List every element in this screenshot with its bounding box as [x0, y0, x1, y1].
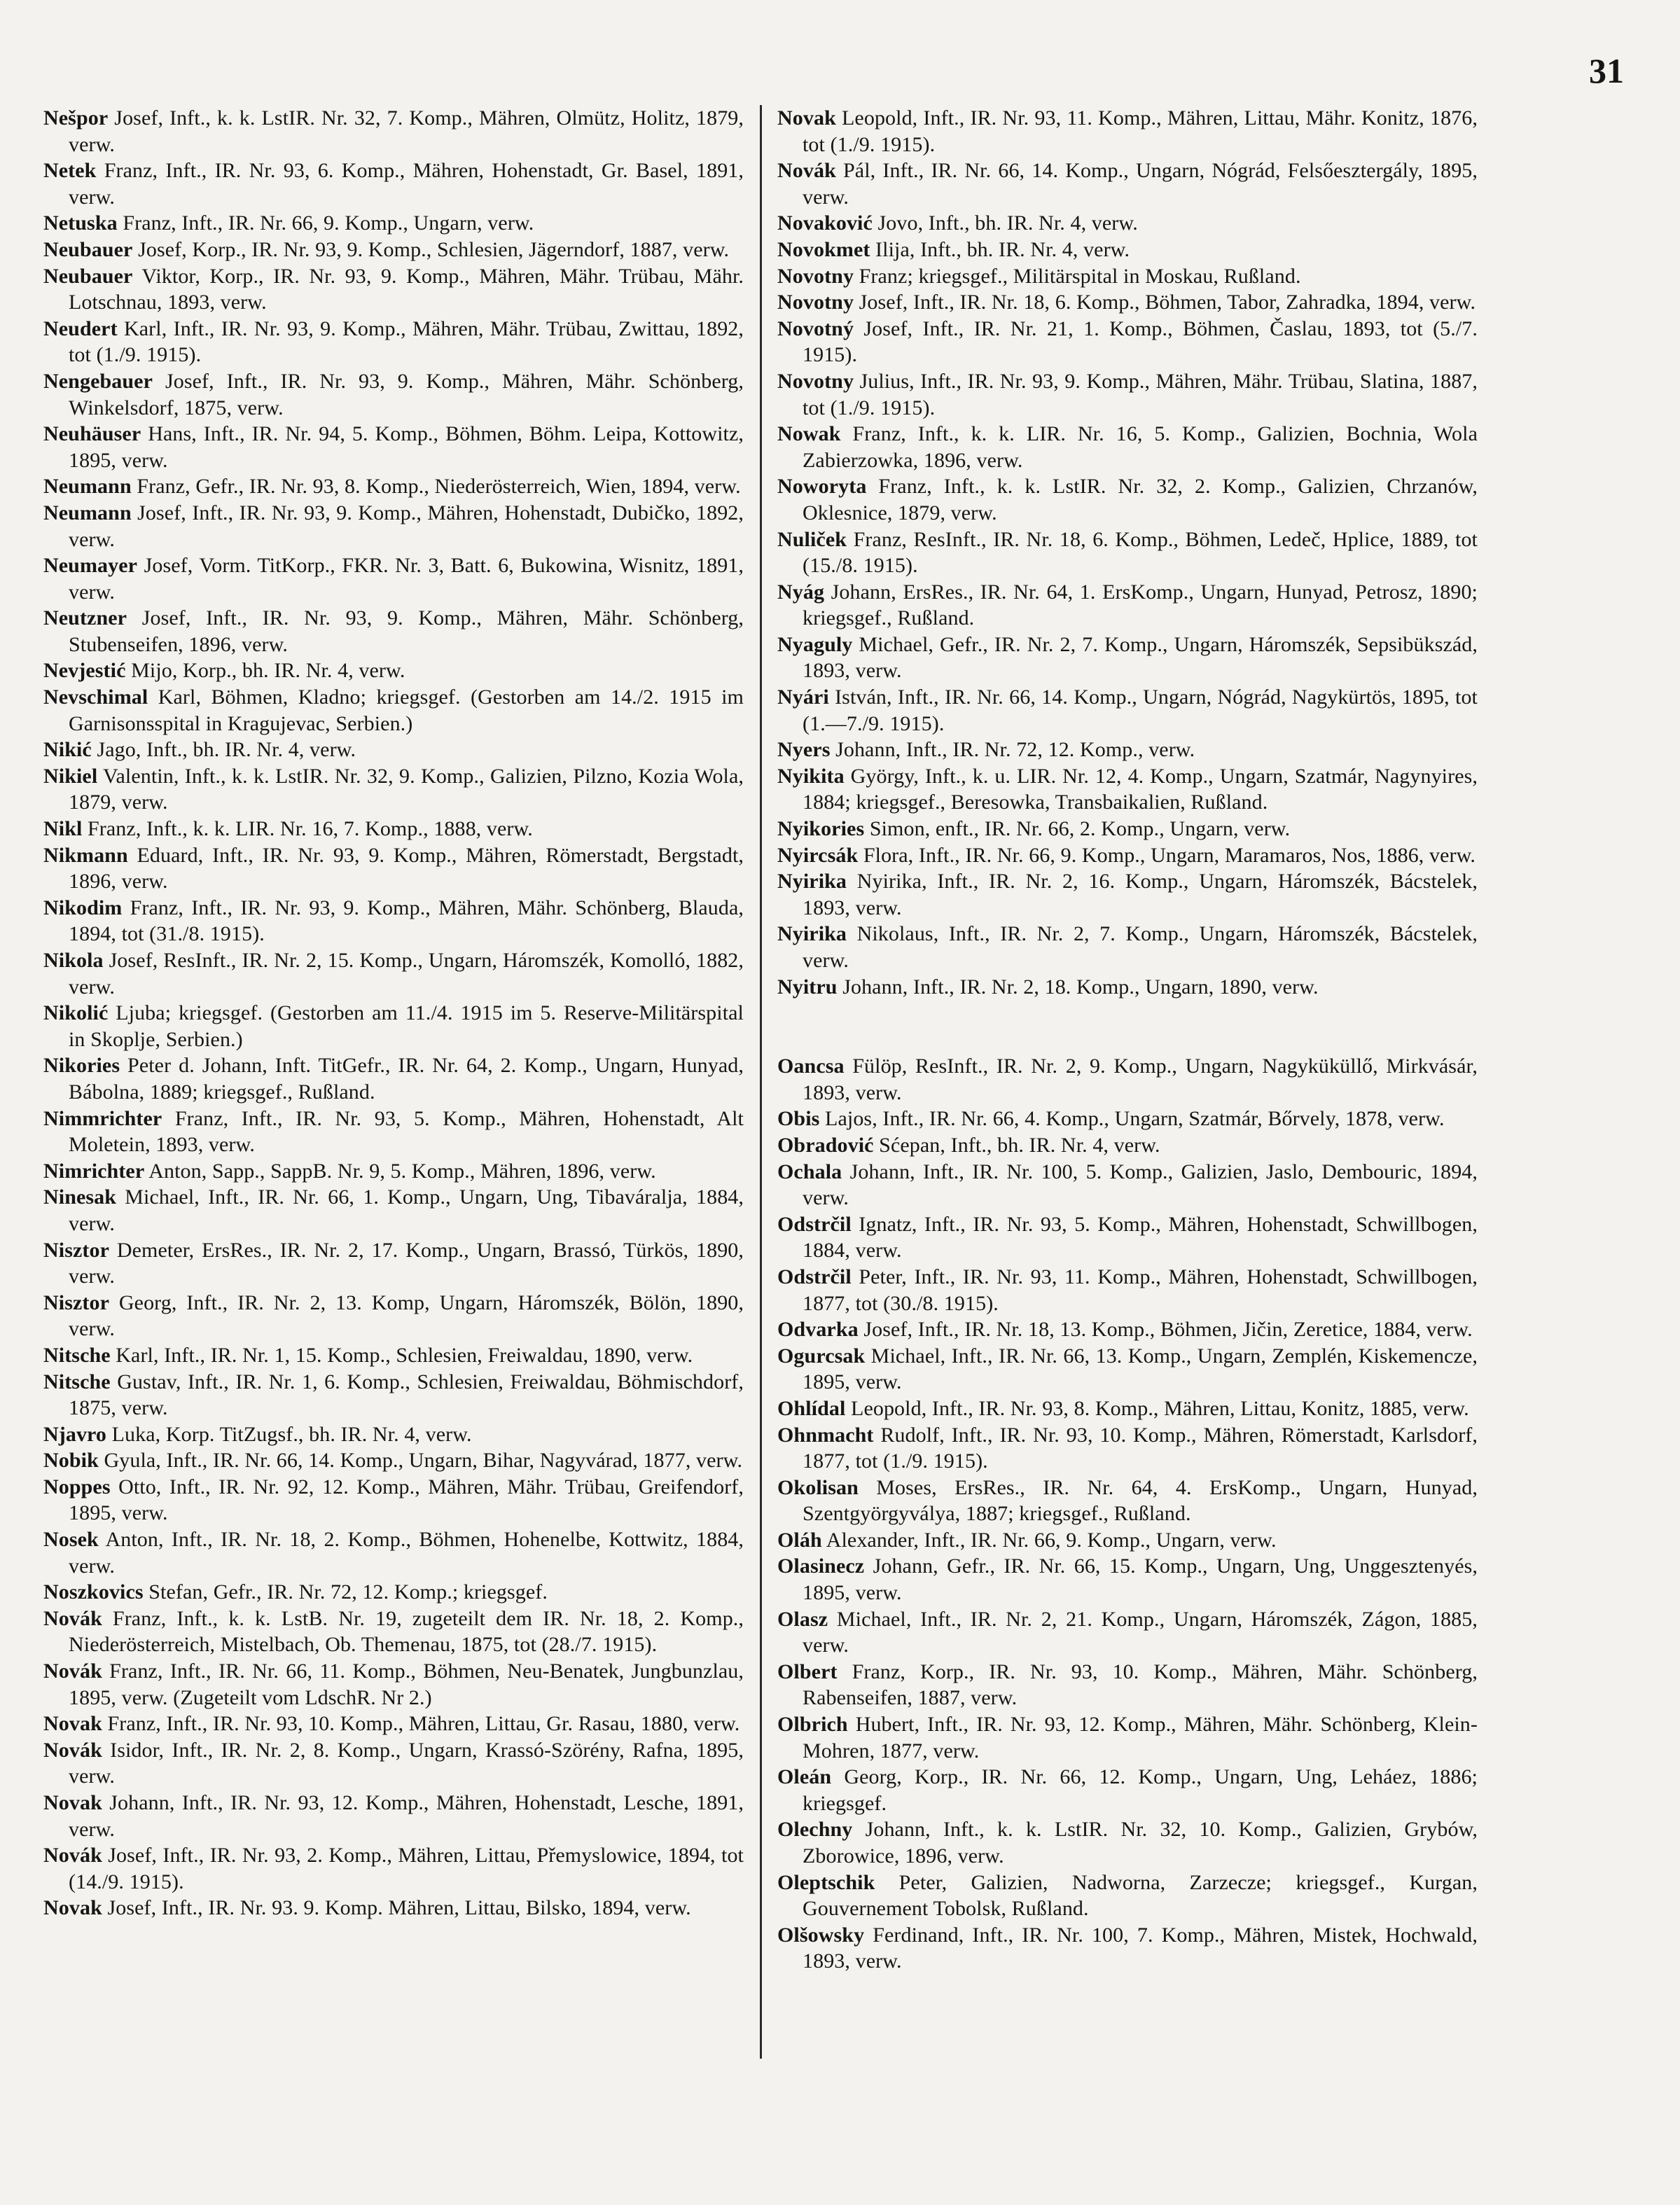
list-entry	[777, 816, 1478, 842]
entry-surname: Obis	[777, 1107, 820, 1131]
list-entry	[43, 763, 744, 816]
entry-details: Johann, Inft., k. k. LstIR. Nr. 32, 10. Komp., Galizien, Grybów, Zborowice, 1896, verw.	[803, 1818, 1478, 1867]
entry-surname: Nyircsák	[777, 843, 859, 867]
entry-surname: Novak	[43, 1712, 102, 1736]
list-entry	[777, 737, 1478, 763]
entry-surname: Nyág	[777, 580, 825, 604]
entry-details: Eduard, Inft., IR. Nr. 93, 9. Komp., Mähren, Römerstadt, Bergstadt, 1896, verw.	[69, 843, 744, 893]
entry-surname: Neudert	[43, 317, 118, 340]
entry-surname: Nešpor	[43, 106, 109, 130]
list-entry	[777, 316, 1478, 368]
list-entry	[43, 1184, 744, 1237]
list-entry	[777, 289, 1478, 316]
entry-details: Franz, Korp., IR. Nr. 93, 10. Komp., Mähren, Mähr. Schönberg, Rabenseifen, 1887, verw.	[803, 1660, 1478, 1710]
entry-surname: Nevschimal	[43, 686, 148, 709]
entry-surname: Nisztor	[43, 1238, 109, 1262]
list-entry	[43, 816, 744, 842]
entry-details: Johann, Inft., IR. Nr. 100, 5. Komp., Galizien, Jaslo, Dembouric, 1894, verw.	[803, 1160, 1478, 1210]
entry-details: Demeter, ErsRes., IR. Nr. 2, 17. Komp., Ungarn, Brassó, Türkös, 1890, verw.	[69, 1238, 744, 1288]
list-entry	[777, 1211, 1478, 1264]
entry-surname: Nimmrichter	[43, 1106, 162, 1130]
page-number: 31	[1589, 51, 1624, 90]
list-entry	[43, 1579, 744, 1606]
entry-details: Franz, Inft., k. k. LIR. Nr. 16, 7. Komp., 1888, verw.	[82, 817, 533, 841]
entry-details: Otto, Inft., IR. Nr. 92, 12. Komp., Mähren, Mähr. Trübau, Greifendorf, 1895, verw.	[69, 1475, 744, 1525]
list-entry	[43, 500, 744, 552]
entry-surname: Neumayer	[43, 554, 138, 578]
entry-details: Anton, Sapp., SappB. Nr. 9, 5. Komp., Mähren, 1896, verw.	[144, 1159, 656, 1183]
entry-surname: Olasz	[777, 1607, 828, 1631]
entry-details: Jago, Inft., bh. IR. Nr. 4, verw.	[91, 738, 356, 762]
entry-details: Johann, Inft., IR. Nr. 72, 12. Komp., verw.	[830, 738, 1195, 762]
entry-details: Josef, Inft., k. k. LstIR. Nr. 32, 7. Komp., Mähren, Olmütz, Holitz, 1879, verw.	[69, 106, 744, 156]
entry-details: Karl, Böhmen, Kladno; kriegsgef. (Gestorben am 14./2. 1915 im Garnisonsspital in Kragujevac, Serbien.)	[69, 686, 744, 735]
list-entry	[777, 237, 1478, 263]
entry-surname: Nuliček	[777, 527, 847, 551]
entry-surname: Neubauer	[43, 264, 133, 288]
entry-details: Michael, Inft., IR. Nr. 66, 13. Komp., Ungarn, Zemplén, Kiskemencze, 1895, verw.	[803, 1344, 1478, 1394]
entry-details: Franz, Inft., k. k. LIR. Nr. 16, 5. Komp., Galizien, Bochnia, Wola Zabierzowka, 1896, verw.	[803, 422, 1478, 472]
entry-details: Karl, Inft., IR. Nr. 93, 9. Komp., Mähren, Mähr. Trübau, Zwittau, 1892, tot (1./9. 1915).	[69, 317, 744, 367]
entry-surname: Okolisan	[777, 1475, 859, 1499]
entry-details: Franz, Inft., IR. Nr. 93, 5. Komp., Mähren, Hohenstadt, Alt Moletein, 1893, verw.	[69, 1106, 744, 1157]
entry-surname: Novák	[777, 159, 836, 183]
list-entry	[777, 1159, 1478, 1211]
entry-surname: Novák	[43, 1606, 102, 1630]
entry-details: Simon, enft., IR. Nr. 66, 2. Komp., Ungarn, verw.	[864, 817, 1291, 841]
entry-details: Josef, Vorm. TitKorp., FKR. Nr. 3, Batt. 6, Bukowina, Wisnitz, 1891, verw.	[69, 554, 744, 604]
entry-details: Josef, Inft., IR. Nr. 93, 2. Komp., Mähren, Littau, Přemyslowice, 1894, tot (14./9. 1915).	[69, 1844, 744, 1893]
entry-details: Gyula, Inft., IR. Nr. 66, 14. Komp., Ungarn, Bihar, Nagyvárad, 1877, verw.	[98, 1449, 743, 1473]
entry-details: Franz, Inft., IR. Nr. 93, 10. Komp., Mähren, Littau, Gr. Rasau, 1880, verw.	[102, 1712, 740, 1736]
entry-surname: Novotny	[777, 291, 854, 314]
list-entry	[777, 1316, 1478, 1343]
entry-details: Leopold, Inft., IR. Nr. 93, 8. Komp., Mähren, Littau, Konitz, 1885, verw.	[845, 1396, 1469, 1420]
list-entry	[43, 421, 744, 473]
entry-details: Alexander, Inft., IR. Nr. 66, 9. Komp., Ungarn, verw.	[821, 1528, 1277, 1552]
entry-details: Josef, Inft., IR. Nr. 93, 9. Komp., Mähren, Mähr. Schönberg, Stubenseifen, 1896, verw.	[69, 606, 744, 656]
entry-surname: Noworyta	[777, 475, 867, 499]
entry-surname: Nyirika	[777, 870, 847, 893]
list-entry	[43, 1421, 744, 1448]
entry-details: Julius, Inft., IR. Nr. 93, 9. Komp., Mähren, Mähr. Trübau, Slatina, 1887, tot (1./9. 1915).	[803, 369, 1478, 419]
entry-details: Franz, Inft., IR. Nr. 93, 9. Komp., Mähren, Mähr. Schönberg, Blauda, 1894, tot (31./8. 1915).	[69, 896, 744, 946]
list-entry	[777, 842, 1478, 869]
entry-details: Mijo, Korp., bh. IR. Nr. 4, verw.	[125, 659, 405, 683]
entry-details: Ignatz, Inft., IR. Nr. 93, 5. Komp., Mähren, Hohenstadt, Schwillbogen, 1884, verw.	[803, 1212, 1478, 1263]
entry-details: Johann, Gefr., IR. Nr. 66, 15. Komp., Ungarn, Ung, Unggesztenyés, 1895, verw.	[803, 1554, 1478, 1605]
entry-surname: Neumann	[43, 501, 132, 524]
list-entry	[43, 1842, 744, 1895]
list-entry	[777, 263, 1478, 290]
list-entry	[777, 210, 1478, 237]
list-entry	[777, 1264, 1478, 1316]
entry-surname: Noszkovics	[43, 1580, 144, 1604]
entry-details: Michael, Inft., IR. Nr. 66, 1. Komp., Ungarn, Ung, Tibaváralja, 1884, verw.	[69, 1185, 744, 1235]
entry-surname: Olbrich	[777, 1713, 848, 1737]
entries-n-section	[777, 105, 1478, 1000]
entry-details: Peter, Inft., IR. Nr. 93, 11. Komp., Mähren, Hohenstadt, Schwillbogen, 1877, tot (30./8. 1915).	[803, 1265, 1478, 1315]
entry-surname: Ninesak	[43, 1185, 117, 1209]
list-entry	[43, 1369, 744, 1421]
entry-surname: Neubauer	[43, 237, 133, 261]
entry-surname: Nitsche	[43, 1370, 111, 1393]
entry-details: Franz, Gefr., IR. Nr. 93, 8. Komp., Niederösterreich, Wien, 1894, verw.	[131, 475, 741, 499]
entry-details: Nikolaus, Inft., IR. Nr. 2, 7. Komp., Ungarn, Háromszék, Bácstelek, verw.	[803, 922, 1478, 972]
list-entry	[777, 684, 1478, 737]
section-gap	[777, 1000, 1478, 1053]
entry-details: Franz, Inft., IR. Nr. 66, 9. Komp., Ungarn, verw.	[117, 211, 534, 235]
entry-surname: Novokmet	[777, 237, 870, 261]
entry-surname: Neutzner	[43, 606, 127, 630]
list-entry	[777, 1396, 1478, 1422]
entry-details: Peter, Galizien, Nadworna, Zarzecze; kriegsgef., Kurgan, Gouvernement Tobolsk, Rußland.	[803, 1870, 1478, 1921]
entries-o-section	[777, 1053, 1478, 1975]
entry-surname: Oleptschik	[777, 1870, 875, 1894]
entry-surname: Nosek	[43, 1528, 99, 1552]
entry-surname: Nikiel	[43, 764, 98, 788]
entry-details: György, Inft., k. u. LIR. Nr. 12, 4. Komp., Ungarn, Szatmár, Nagynyires, 1884; kriegsgef., Beresowka, Transbaikalien, Rußland.	[803, 764, 1478, 814]
entry-details: Josef, Inft., IR. Nr. 93, 9. Komp., Mähren, Mähr. Schönberg, Winkelsdorf, 1875, verw.	[69, 369, 744, 419]
list-entry	[43, 210, 744, 237]
entry-details: Ferdinand, Inft., IR. Nr. 100, 7. Komp., Mähren, Mistek, Hochwald, 1893, verw.	[803, 1923, 1478, 1973]
list-entry	[777, 921, 1478, 973]
entry-details: Gustav, Inft., IR. Nr. 1, 6. Komp., Schlesien, Freiwaldau, Böhmischdorf, 1875, verw.	[69, 1370, 744, 1420]
entry-details: Georg, Inft., IR. Nr. 2, 13. Komp, Ungarn, Háromszék, Bölön, 1890, verw.	[69, 1291, 744, 1341]
entry-details: Ilija, Inft., bh. IR. Nr. 4, verw.	[870, 237, 1130, 261]
list-entry	[43, 684, 744, 737]
list-entry	[777, 421, 1478, 473]
entry-surname: Nikmann	[43, 843, 128, 867]
entry-surname: Netuska	[43, 211, 118, 235]
column-divider	[760, 105, 762, 2059]
entry-details: Franz; kriegsgef., Militärspital in Moskau, Rußland.	[854, 264, 1301, 288]
entry-details: Franz, Inft., k. k. LstB. Nr. 19, zugeteilt dem IR. Nr. 18, 2. Komp., Niederösterreich, Mistelbach, Ob. Themenau, 1875, tot (28./7. 1915).	[69, 1606, 744, 1657]
entry-surname: Nyári	[777, 686, 829, 709]
list-entry	[43, 1474, 744, 1526]
list-entry	[43, 263, 744, 316]
entry-details: Anton, Inft., IR. Nr. 18, 2. Komp., Böhmen, Hohenelbe, Kottwitz, 1884, verw.	[69, 1528, 744, 1578]
entry-details: Johann, Inft., IR. Nr. 2, 18. Komp., Ungarn, 1890, verw.	[837, 975, 1319, 999]
entry-details: Ljuba; kriegsgef. (Gestorben am 11./4. 1915 im 5. Reserve-Militärspital in Skoplje, Serbien.)	[69, 1001, 744, 1051]
entry-details: Hans, Inft., IR. Nr. 94, 5. Komp., Böhmen, Böhm. Leipa, Kottowitz, 1895, verw.	[69, 422, 744, 472]
list-entry	[43, 158, 744, 210]
list-entry	[777, 1659, 1478, 1711]
entry-surname: Obradović	[777, 1133, 874, 1157]
entry-details: Peter d. Johann, Inft. TitGefr., IR. Nr. 64, 2. Komp., Ungarn, Hunyad, Bábolna, 1889; kriegsgef., Rußland.	[69, 1054, 744, 1104]
entry-details: Flora, Inft., IR. Nr. 66, 9. Komp., Ungarn, Maramaros, Nos, 1886, verw.	[858, 843, 1476, 867]
list-entry	[777, 1816, 1478, 1869]
entry-surname: Nikories	[43, 1054, 120, 1078]
entry-details: Josef, Inft., IR. Nr. 18, 13. Komp., Böhmen, Jičin, Zeretice, 1884, verw.	[858, 1318, 1473, 1342]
entry-surname: Nevjestić	[43, 659, 126, 683]
list-entry	[43, 473, 744, 500]
list-entry	[43, 842, 744, 895]
list-entry	[43, 552, 744, 605]
entry-details: Luka, Korp. TitZugsf., bh. IR. Nr. 4, verw.	[106, 1422, 472, 1446]
list-entry	[43, 1606, 744, 1658]
entry-details: Franz, Inft., IR. Nr. 93, 6. Komp., Mähren, Hohenstadt, Gr. Basel, 1891, verw.	[69, 159, 744, 209]
entry-surname: Novak	[777, 106, 836, 130]
entry-details: Karl, Inft., IR. Nr. 1, 15. Komp., Schlesien, Freiwaldau, 1890, verw.	[110, 1343, 693, 1367]
entry-surname: Noppes	[43, 1475, 111, 1498]
list-entry	[43, 1000, 744, 1052]
entry-surname: Olechny	[777, 1818, 853, 1842]
entry-surname: Nowak	[777, 422, 841, 446]
entry-details: Sćepan, Inft., bh. IR. Nr. 4, verw.	[873, 1133, 1160, 1157]
entry-surname: Novák	[43, 1844, 102, 1867]
list-entry	[777, 1343, 1478, 1396]
entry-surname: Neumann	[43, 475, 132, 499]
entry-details: Fülöp, ResInft., IR. Nr. 2, 9. Komp., Ungarn, Nagyküküllő, Mirkvásár, 1893, verw.	[803, 1055, 1478, 1104]
list-entry	[777, 158, 1478, 210]
entry-surname: Netek	[43, 159, 97, 183]
entry-surname: Odvarka	[777, 1318, 859, 1342]
entry-surname: Odstrčil	[777, 1212, 852, 1236]
entry-surname: Nimrichter	[43, 1159, 145, 1183]
entry-surname: Nyers	[777, 738, 831, 762]
entry-surname: Ohlídal	[777, 1396, 846, 1420]
entry-surname: Nyikita	[777, 764, 845, 788]
entry-details: Georg, Korp., IR. Nr. 66, 12. Komp., Ungarn, Ung, Leháez, 1886; kriegsgef.	[803, 1765, 1478, 1815]
list-entry	[43, 1737, 744, 1790]
list-entry	[777, 632, 1478, 684]
entry-details: Josef, Inft., IR. Nr. 93. 9. Komp. Mähren, Littau, Bilsko, 1894, verw.	[102, 1896, 691, 1920]
list-entry	[43, 605, 744, 658]
entry-details: Viktor, Korp., IR. Nr. 93, 9. Komp., Mähren, Mähr. Trübau, Mähr. Lotschnau, 1893, verw.	[69, 264, 744, 314]
list-entry	[777, 868, 1478, 921]
entry-surname: Novák	[43, 1660, 102, 1683]
list-entry	[777, 579, 1478, 632]
left-column	[43, 105, 744, 1921]
entry-surname: Nikodim	[43, 896, 123, 919]
entry-surname: Nyirika	[777, 922, 847, 946]
entry-surname: Nikolić	[43, 1001, 109, 1025]
entry-surname: Neuhäuser	[43, 422, 141, 446]
entry-surname: Nyikories	[777, 817, 865, 841]
entry-details: Moses, ErsRes., IR. Nr. 64, 4. ErsKomp., Ungarn, Hunyad, Szentgyörgyválya, 1887; kriegsgef., Rußland.	[803, 1475, 1478, 1526]
entry-details: Josef, Inft., IR. Nr. 21, 1. Komp., Böhmen, Časlau, 1893, tot (5./7. 1915).	[803, 317, 1478, 367]
list-entry	[777, 1422, 1478, 1475]
list-entry	[43, 1447, 744, 1474]
list-entry	[43, 1711, 744, 1737]
list-entry	[777, 1527, 1478, 1554]
list-entry	[777, 1870, 1478, 1922]
entry-details: Johann, Inft., IR. Nr. 93, 12. Komp., Mähren, Hohenstadt, Lesche, 1891, verw.	[69, 1791, 744, 1841]
entry-surname: Novotny	[777, 369, 854, 393]
entry-details: István, Inft., IR. Nr. 66, 14. Komp., Ungarn, Nógrád, Nagykürtös, 1895, tot (1.—7./9. 1915).	[803, 686, 1478, 735]
right-column	[777, 105, 1478, 1975]
entry-surname: Nitsche	[43, 1343, 111, 1367]
list-entry	[43, 1237, 744, 1290]
entry-surname: Ogurcsak	[777, 1344, 866, 1368]
list-entry	[777, 1053, 1478, 1106]
entry-surname: Ohnmacht	[777, 1423, 874, 1447]
entry-details: Nyirika, Inft., IR. Nr. 2, 16. Komp., Ungarn, Háromszék, Bácstelek, 1893, verw.	[803, 870, 1478, 919]
entry-details: Josef, ResInft., IR. Nr. 2, 15. Komp., Ungarn, Háromszék, Komolló, 1882, verw.	[69, 949, 744, 999]
entry-surname: Odstrčil	[777, 1265, 852, 1288]
entry-surname: Novotny	[777, 264, 854, 288]
list-entry	[43, 237, 744, 263]
list-entry	[777, 473, 1478, 526]
list-entry	[43, 1290, 744, 1342]
list-entry	[777, 1764, 1478, 1816]
entry-details: Jovo, Inft., bh. IR. Nr. 4, verw.	[872, 211, 1138, 235]
list-entry	[43, 1895, 744, 1921]
entry-surname: Oláh	[777, 1528, 822, 1552]
list-entry	[777, 105, 1478, 158]
entry-surname: Oancsa	[777, 1055, 845, 1078]
entry-surname: Nengebauer	[43, 369, 153, 393]
list-entry	[777, 1922, 1478, 1975]
entry-details: Josef, Inft., IR. Nr. 93, 9. Komp., Mähren, Hohenstadt, Dubičko, 1892, verw.	[69, 501, 744, 551]
entry-surname: Novaković	[777, 211, 873, 235]
entry-surname: Nisztor	[43, 1291, 109, 1314]
list-entry	[777, 1132, 1478, 1159]
entry-details: Josef, Korp., IR. Nr. 93, 9. Komp., Schlesien, Jägerndorf, 1887, verw.	[132, 237, 730, 261]
list-entry	[777, 1106, 1478, 1132]
entry-surname: Nobik	[43, 1449, 99, 1473]
entry-details: Hubert, Inft., IR. Nr. 93, 12. Komp., Mähren, Mähr. Schönberg, Klein-Mohren, 1877, verw.	[803, 1713, 1478, 1762]
entry-details: Stefan, Gefr., IR. Nr. 72, 12. Komp.; kriegsgef.	[143, 1580, 548, 1604]
entry-surname: Novák	[43, 1738, 102, 1762]
entry-surname: Nikola	[43, 949, 104, 972]
entry-details: Pál, Inft., IR. Nr. 66, 14. Komp., Ungarn, Nógrád, Felsőesztergály, 1895, verw.	[803, 159, 1478, 209]
entry-details: Rudolf, Inft., IR. Nr. 93, 10. Komp., Mähren, Römerstadt, Karlsdorf, 1877, tot (1./9. 1915).	[803, 1423, 1478, 1473]
entry-details: Isidor, Inft., IR. Nr. 2, 8. Komp., Ungarn, Krassó-Szörény, Rafna, 1895, verw.	[69, 1738, 744, 1788]
entry-surname: Nyaguly	[777, 632, 853, 656]
list-entry	[777, 1475, 1478, 1527]
list-entry	[43, 1106, 744, 1158]
list-entry	[43, 1658, 744, 1711]
list-entry	[43, 658, 744, 684]
list-entry	[777, 1553, 1478, 1606]
entry-details: Leopold, Inft., IR. Nr. 93, 11. Komp., Mähren, Littau, Mähr. Konitz, 1876, tot (1./9. 1915).	[803, 106, 1478, 156]
list-entry	[777, 368, 1478, 421]
list-entry	[43, 1052, 744, 1105]
list-entry	[43, 895, 744, 947]
list-entry	[43, 1342, 744, 1369]
entry-surname: Novotný	[777, 317, 854, 340]
list-entry	[777, 1606, 1478, 1659]
list-entry	[43, 1526, 744, 1579]
list-entry	[43, 1158, 744, 1185]
entry-details: Michael, Inft., IR. Nr. 2, 21. Komp., Ungarn, Háromszék, Zágon, 1885, verw.	[803, 1607, 1478, 1657]
entry-details: Johann, ErsRes., IR. Nr. 64, 1. ErsKomp., Ungarn, Hunyad, Petrosz, 1890; kriegsgef., Rußland.	[803, 580, 1478, 630]
list-entry	[777, 527, 1478, 579]
entry-details: Lajos, Inft., IR. Nr. 66, 4. Komp., Ungarn, Szatmár, Bőrvely, 1878, verw.	[819, 1107, 1445, 1131]
list-entry	[43, 316, 744, 368]
entry-surname: Olbert	[777, 1660, 838, 1683]
entry-surname: Novak	[43, 1896, 102, 1920]
entry-details: Franz, ResInft., IR. Nr. 18, 6. Komp., Böhmen, Ledeč, Hplice, 1889, tot (15./8. 1915).	[803, 527, 1478, 578]
list-entry	[43, 368, 744, 421]
entry-details: Franz, Inft., k. k. LstIR. Nr. 32, 2. Komp., Galizien, Chrzanów, Oklesnice, 1879, verw.	[803, 475, 1478, 524]
list-entry	[43, 105, 744, 158]
entry-surname: Ochala	[777, 1160, 842, 1183]
entry-details: Valentin, Inft., k. k. LstIR. Nr. 32, 9. Komp., Galizien, Pilzno, Kozia Wola, 1879, verw.	[69, 764, 744, 814]
entry-surname: Olasinecz	[777, 1554, 865, 1578]
entry-surname: Novak	[43, 1791, 102, 1814]
entry-details: Franz, Inft., IR. Nr. 66, 11. Komp., Böhmen, Neu-Benatek, Jungbunzlau, 1895, verw. (Zugeteilt vom LdschR. Nr 2.)	[69, 1660, 744, 1709]
entry-surname: Nikl	[43, 817, 83, 841]
entry-surname: Olšowsky	[777, 1923, 865, 1947]
entry-details: Michael, Gefr., IR. Nr. 2, 7. Komp., Ungarn, Háromszék, Sepsibükszád, 1893, verw.	[803, 632, 1478, 683]
entry-surname: Njavro	[43, 1422, 107, 1446]
list-entry	[777, 763, 1478, 816]
list-entry	[777, 974, 1478, 1001]
list-entry	[43, 1790, 744, 1842]
list-entry	[777, 1711, 1478, 1764]
entry-surname: Nyitru	[777, 975, 838, 999]
list-entry	[43, 947, 744, 1000]
entry-surname: Oleán	[777, 1765, 832, 1789]
list-entry	[43, 737, 744, 763]
entry-details: Josef, Inft., IR. Nr. 18, 6. Komp., Böhmen, Tabor, Zahradka, 1894, verw.	[854, 291, 1476, 314]
entry-surname: Nikić	[43, 738, 92, 762]
